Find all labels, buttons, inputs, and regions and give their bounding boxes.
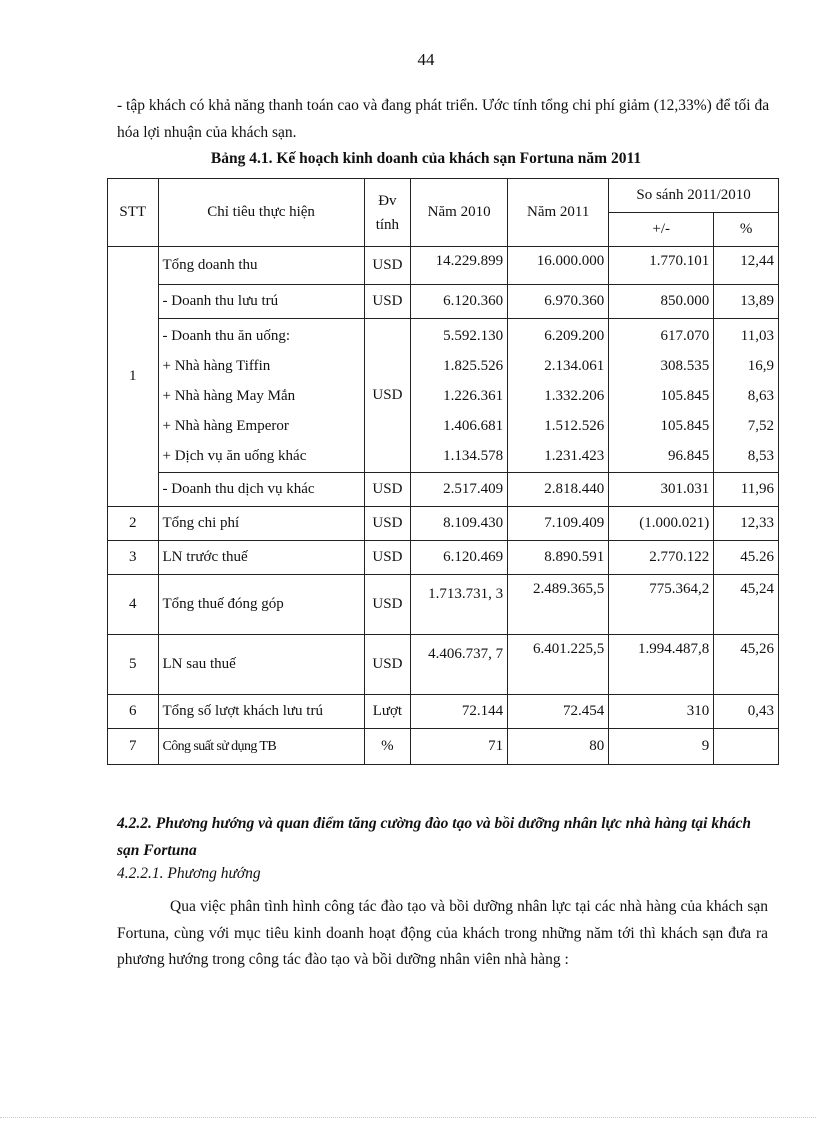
cell-label: Tổng thuế đóng góp <box>158 575 364 635</box>
cell-label: Công suất sử dụng TB <box>158 729 364 765</box>
cell-diff: 850.000 <box>609 285 714 319</box>
cell-pct: 12,33 <box>714 507 779 541</box>
cell-2011: 7.109.409 <box>508 507 609 541</box>
cell-pct <box>714 729 779 765</box>
food-label: + Dịch vụ ăn uống khác <box>162 447 307 464</box>
table-row <box>108 695 779 729</box>
cell-stt: 1 <box>108 247 159 507</box>
food-2010: 1.134.578 <box>443 447 504 464</box>
cell-diff: 2.770.122 <box>609 541 714 575</box>
page-number: 44 <box>417 50 435 69</box>
cell-diff: 775.364,2 <box>609 575 714 635</box>
subsection-heading: 4.2.2.1. Phương hướng <box>117 865 261 882</box>
food-2011: 1.332.206 <box>544 387 605 404</box>
food-label: - Doanh thu ăn uống: <box>162 327 290 344</box>
cell-2010-list <box>411 319 508 473</box>
cell-2011: 2.489.365,5 <box>508 575 609 635</box>
food-pct: 16,9 <box>747 357 774 374</box>
cell-label: Tổng chi phí <box>158 507 364 541</box>
table-row <box>108 575 779 635</box>
cell-2010: 8.109.430 <box>411 507 508 541</box>
cell-2010: 14.229.899 <box>411 247 508 285</box>
cell-stt: 5 <box>108 635 159 695</box>
cell-diff: 301.031 <box>609 473 714 507</box>
cell-pct-list <box>714 319 779 473</box>
food-2010: 1.825.526 <box>443 357 504 374</box>
cell-stt: 7 <box>108 729 159 765</box>
cell-diff: 1.994.487,8 <box>609 635 714 695</box>
table-row <box>108 729 779 765</box>
cell-diff-list <box>609 319 714 473</box>
cell-2010: 2.517.409 <box>411 473 508 507</box>
food-diff: 617.070 <box>660 327 710 344</box>
cell-diff: 1.770.101 <box>609 247 714 285</box>
cell-2011: 6.401.225,5 <box>508 635 609 695</box>
food-pct: 8,63 <box>747 387 774 404</box>
food-2010: 5.592.130 <box>443 327 504 344</box>
header-compare: So sánh 2011/2010 <box>609 179 779 213</box>
cell-2010: 1.713.731, 3 <box>411 575 508 635</box>
table-row <box>108 473 779 507</box>
cell-2011: 16.000.000 <box>508 247 609 285</box>
table-row <box>108 541 779 575</box>
cell-unit: USD <box>364 575 410 635</box>
food-pct: 11,03 <box>740 327 774 344</box>
cell-pct: 45.26 <box>714 541 779 575</box>
cell-unit: USD <box>364 247 410 285</box>
cell-label: Tổng số lượt khách lưu trú <box>158 695 364 729</box>
table-row <box>108 635 779 695</box>
food-pct: 7,52 <box>747 417 774 434</box>
table-row <box>108 507 779 541</box>
cell-unit: USD <box>364 541 410 575</box>
cell-label: LN sau thuế <box>158 635 364 695</box>
food-2010: 1.406.681 <box>443 417 504 434</box>
food-diff: 105.845 <box>660 387 710 404</box>
cell-unit: % <box>364 729 410 765</box>
header-2010: Năm 2010 <box>411 179 508 247</box>
business-plan-table <box>107 178 779 765</box>
cell-pct: 0,43 <box>714 695 779 729</box>
food-label: + Nhà hàng Emperor <box>162 417 289 434</box>
cell-stt: 6 <box>108 695 159 729</box>
cell-stt: 4 <box>108 575 159 635</box>
food-2011: 1.512.526 <box>544 417 605 434</box>
cell-2011: 2.818.440 <box>508 473 609 507</box>
cell-unit: USD <box>364 473 410 507</box>
page-bottom-divider <box>0 1117 816 1118</box>
food-2011: 6.209.200 <box>544 327 605 344</box>
cell-diff: (1.000.021) <box>609 507 714 541</box>
cell-unit: USD <box>364 635 410 695</box>
header-pct: % <box>714 213 779 247</box>
cell-pct: 45,24 <box>714 575 779 635</box>
food-2011: 2.134.061 <box>544 357 605 374</box>
cell-pct: 11,96 <box>714 473 779 507</box>
food-pct: 8,53 <box>747 447 774 464</box>
cell-label: - Doanh thu dịch vụ khác <box>158 473 364 507</box>
cell-2011: 80 <box>508 729 609 765</box>
cell-pct: 12,44 <box>714 247 779 285</box>
cell-2010: 72.144 <box>411 695 508 729</box>
food-2011: 1.231.423 <box>544 447 605 464</box>
cell-2010: 71 <box>411 729 508 765</box>
table-row <box>108 247 779 285</box>
body-paragraph: Qua việc phân tình hình công tác đào tạo và bồi dưỡng nhân lực tại các nhà hàng của khách sạn Fortuna, cùng với mục tiêu kinh doanh hoạt động của khách trong những năm tới thì khách sạn đưa ra phương hướng trong công tác đào tạo và bồi dưỡng nhân viên nhà hàng : <box>117 898 768 968</box>
cell-pct: 13,89 <box>714 285 779 319</box>
cell-stt: 2 <box>108 507 159 541</box>
cell-stt: 3 <box>108 541 159 575</box>
cell-2010: 4.406.737, 7 <box>411 635 508 695</box>
header-unit: Đv tính <box>364 179 410 247</box>
header-stt: STT <box>108 179 159 247</box>
table-row <box>108 285 779 319</box>
cell-label-list <box>158 319 364 473</box>
header-diff: +/- <box>609 213 714 247</box>
header-2011: Năm 2011 <box>508 179 609 247</box>
table-caption: Bảng 4.1. Kế hoạch kinh doanh của khách sạn Fortuna năm 2011 <box>210 150 642 167</box>
table-row <box>108 319 779 473</box>
cell-pct: 45,26 <box>714 635 779 695</box>
cell-unit: USD <box>364 507 410 541</box>
food-diff: 105.845 <box>660 417 710 434</box>
food-diff: 308.535 <box>660 357 710 374</box>
header-row <box>108 179 779 213</box>
cell-2011: 72.454 <box>508 695 609 729</box>
cell-label: Tổng doanh thu <box>158 247 364 285</box>
cell-label: - Doanh thu lưu trú <box>158 285 364 319</box>
cell-unit: USD <box>364 285 410 319</box>
cell-2010: 6.120.360 <box>411 285 508 319</box>
cell-2011-list <box>508 319 609 473</box>
food-label: + Nhà hàng Tiffin <box>162 357 271 374</box>
cell-diff: 310 <box>609 695 714 729</box>
header-indicator: Chỉ tiêu thực hiện <box>158 179 364 247</box>
intro-paragraph: - tập khách có khả năng thanh toán cao và đang phát triển. Ước tính tổng chi phí giảm (12,33%) để tối đa hóa lợi nhuận của khách sạn. <box>117 97 770 141</box>
cell-diff: 9 <box>609 729 714 765</box>
cell-unit: Lượt <box>364 695 410 729</box>
cell-2011: 8.890.591 <box>508 541 609 575</box>
food-2010: 1.226.361 <box>443 387 504 404</box>
section-heading: 4.2.2. Phương hướng và quan điểm tăng cường đào tạo và bồi dưỡng nhân lực nhà hàng tại khách sạn Fortuna <box>117 815 751 859</box>
cell-2011: 6.970.360 <box>508 285 609 319</box>
food-label: + Nhà hàng May Mắn <box>162 387 296 404</box>
cell-2010: 6.120.469 <box>411 541 508 575</box>
cell-unit: USD <box>364 319 410 473</box>
food-diff: 96.845 <box>668 447 710 464</box>
cell-label: LN trước thuế <box>158 541 364 575</box>
